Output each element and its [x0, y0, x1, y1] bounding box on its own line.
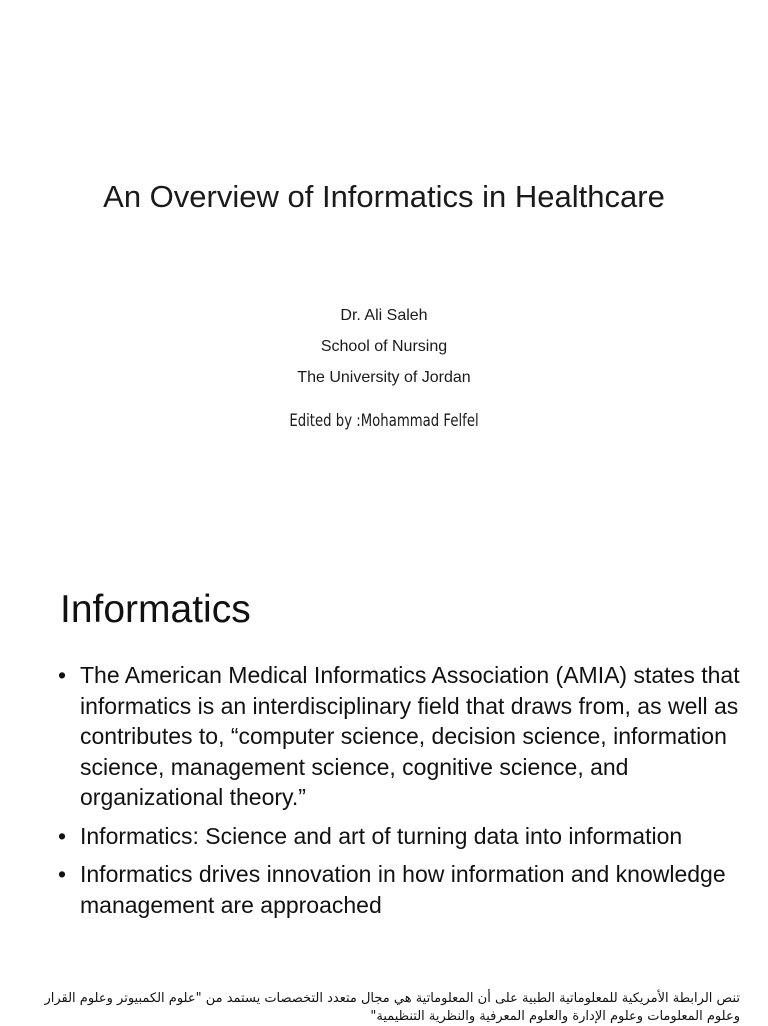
section-heading: Informatics: [60, 588, 251, 631]
school-name: School of Nursing: [320, 338, 448, 355]
bullet-item-innovation: [58, 859, 748, 920]
bullet-text: Informatics drives innovation in how information and knowledge management are approached: [80, 861, 726, 918]
university-name: The University of Jordan: [297, 369, 471, 386]
bullet-text: The American Medical Informatics Association (AMIA) states that informatics is an interdisciplinary field that draws from, as well as contributes to, “computer science, decision science, information science, management science, cognitive science, and organizational theory.”: [80, 662, 740, 810]
slide-title: An Overview of Informatics in Healthcare: [103, 179, 665, 214]
editor-credit: Edited by :Mohammad Felfel: [289, 411, 479, 431]
bullet-dot-icon: •: [58, 861, 67, 887]
bullet-dot-icon: •: [58, 662, 67, 688]
arabic-translation-note: تنص الرابطة الأمريكية للمعلوماتية الطبية على أن المعلوماتية هي مجال متعدد التخصصات يستمد من "علوم الكمبيوتر وعلوم القرار وعلوم المعلومات وعلوم الإدارة والعلوم المعرفية والنظرية التنظيمية": [44, 991, 740, 1024]
bullet-list: [58, 660, 748, 928]
informatics-slide: [0, 560, 768, 1024]
bullet-item-amia: [58, 660, 748, 813]
bullet-text: Informatics: Science and art of turning data into information: [80, 822, 683, 849]
bullet-dot-icon: •: [58, 822, 67, 849]
author-name: Dr. Ali Saleh: [340, 307, 428, 324]
bullet-item-definition: [58, 821, 748, 852]
